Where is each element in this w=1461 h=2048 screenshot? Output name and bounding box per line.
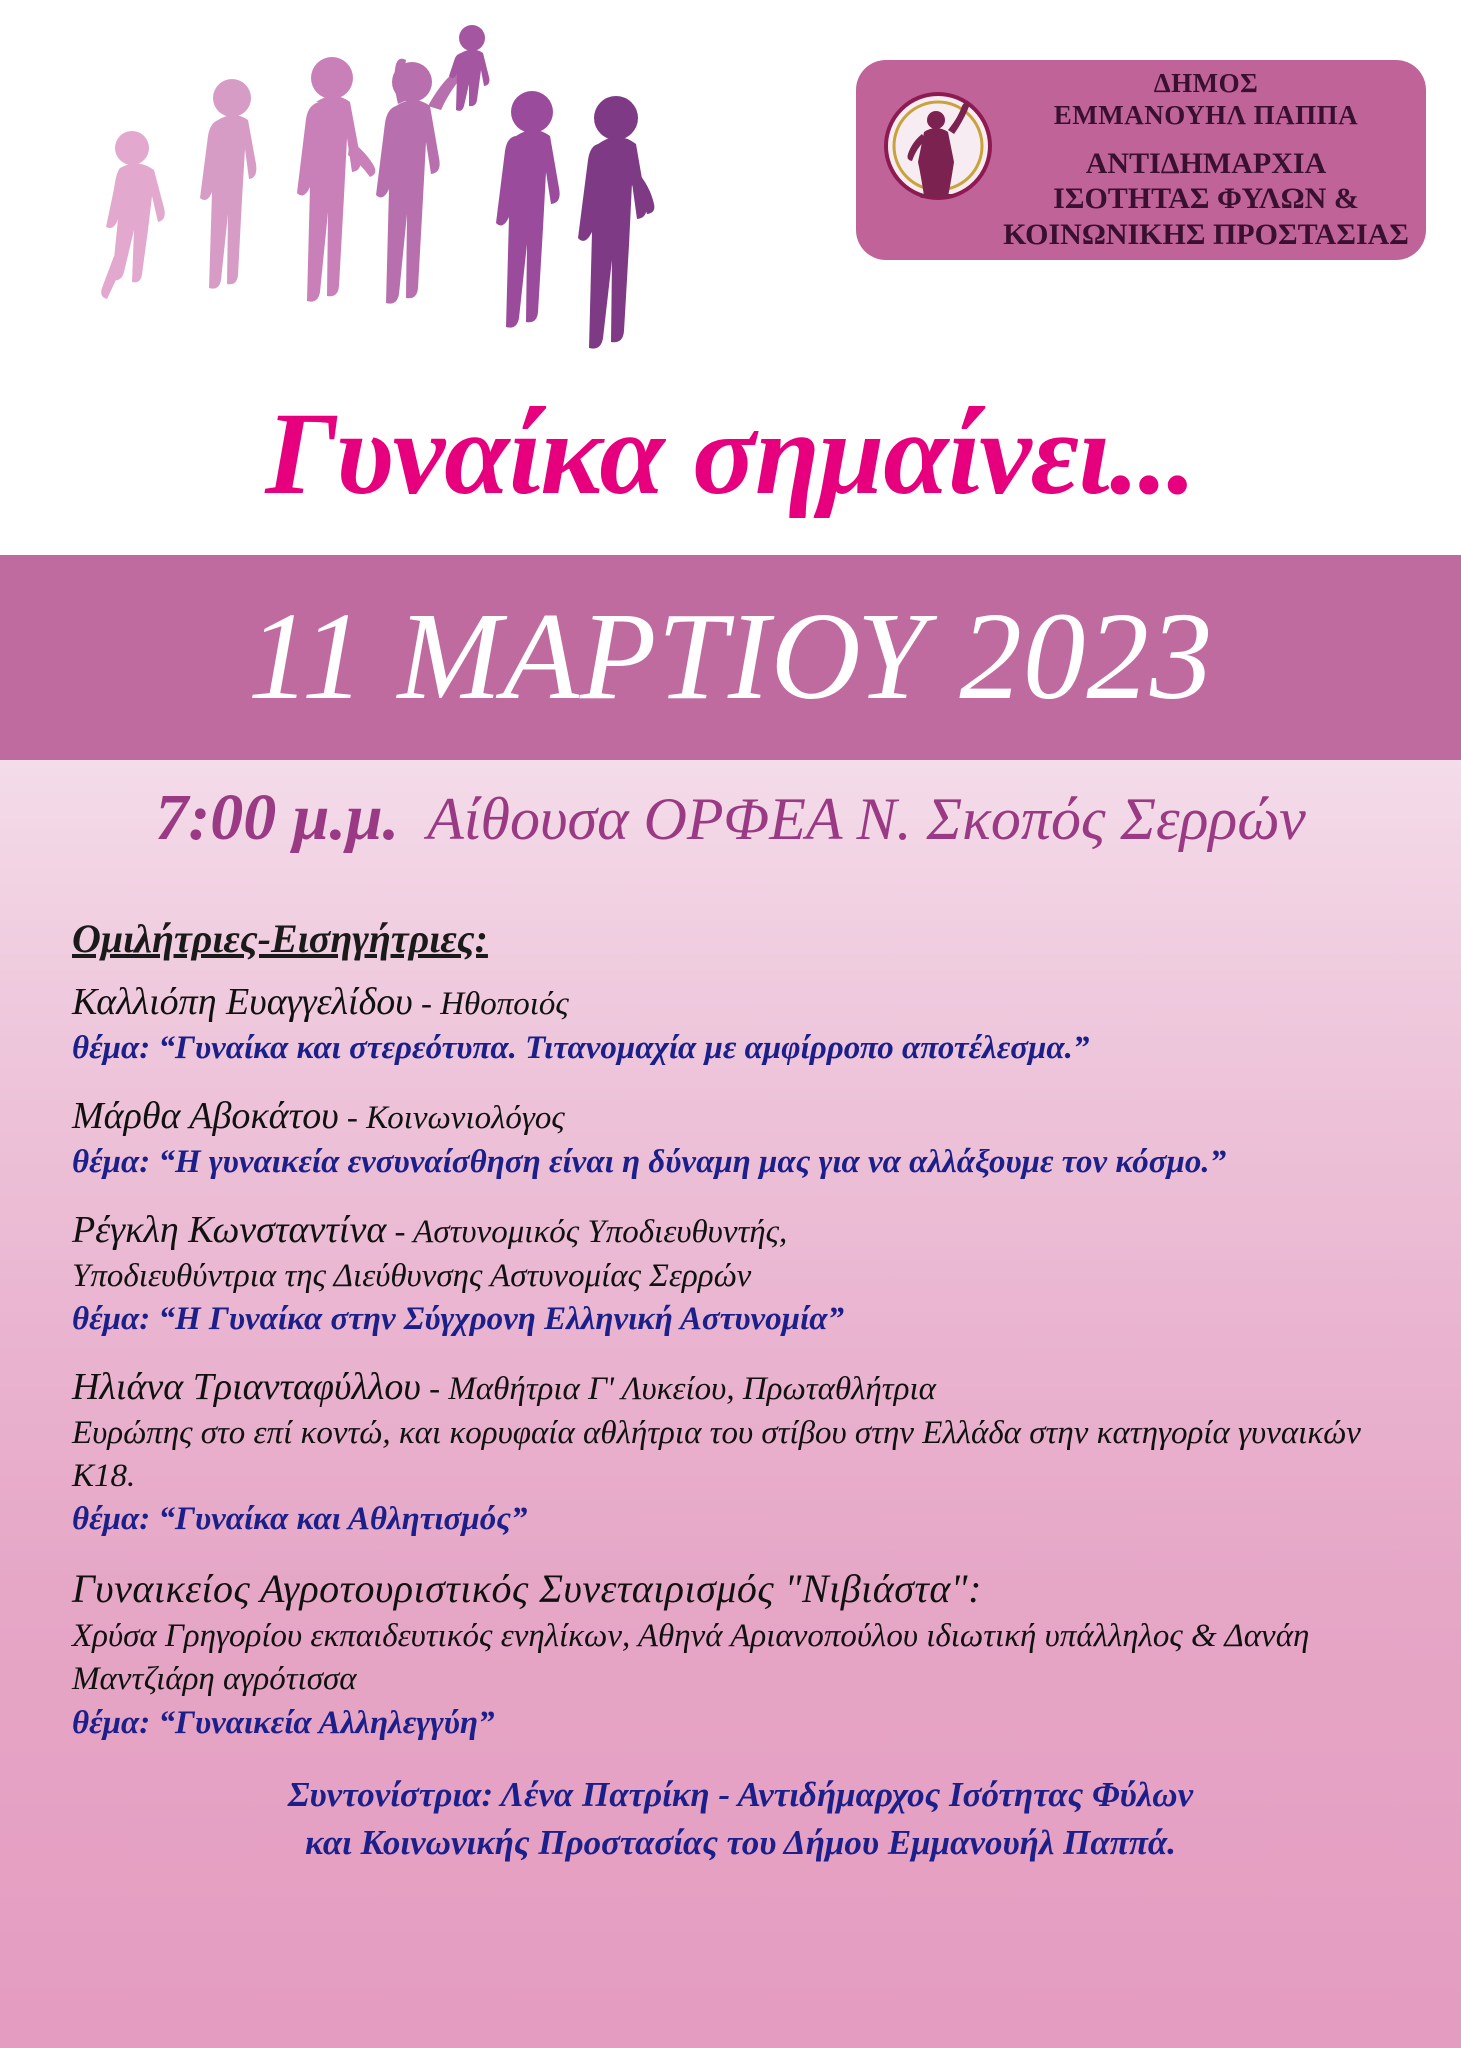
cooperative-entry — [72, 1563, 1409, 1745]
title-row — [0, 380, 1461, 560]
speaker-role: - Μαθήτρια Γ' Λυκείου, Πρωταθλήτρια — [420, 1371, 936, 1408]
department-line-2: ΙΣΟΤΗΤΑΣ ΦΥΛΩΝ & — [1053, 182, 1359, 216]
event-time: 7:00 μ.μ. — [155, 781, 400, 854]
speaker-entry — [72, 1092, 1409, 1184]
speaker-name: Ηλιάνα Τριανταφύλλου — [72, 1366, 421, 1409]
speaker-entry — [72, 978, 1409, 1070]
cooperative-topic: θέμα: “Γυναικεία Αλληλεγγύη” — [72, 1704, 495, 1741]
municipal-emblem-icon — [878, 86, 998, 206]
organization-line-1: ΔΗΜΟΣ — [1153, 68, 1259, 99]
department-line-3: ΚΟΙΝΩΝΙΚΗΣ ΠΡΟΣΤΑΣΙΑΣ — [1003, 217, 1409, 251]
speaker-name: Μάρθα Αβοκάτου — [72, 1095, 339, 1138]
department-line-1: ΑΝΤΙΔΗΜΑΡΧΙΑ — [1085, 146, 1327, 180]
poster-header — [0, 0, 1461, 400]
time-venue-row — [0, 780, 1461, 856]
speaker-role: - Αστυνομικός Υποδιευθυντής, — [386, 1214, 788, 1251]
event-date: 11 ΜΑΡΤΙΟΥ 2023 — [247, 588, 1214, 726]
moderator-line-1: Συντονίστρια: Λένα Πατρίκη - Αντιδήμαρχος Ισότητας Φύλων — [287, 1775, 1194, 1815]
moderator-line-2: και Κοινωνικής Προστασίας του Δήμου Εμμανουήλ Παππά. — [304, 1823, 1177, 1863]
speaker-topic: θέμα: “Η Γυναίκα στην Σύγχρονη Ελληνική Αστυνομία” — [72, 1300, 844, 1337]
women-silhouettes-illustration — [80, 20, 780, 360]
speaker-name-line — [72, 1092, 1409, 1141]
speaker-role: - Ηθοποιός — [412, 986, 569, 1022]
municipality-logo-badge — [856, 60, 1426, 260]
speaker-extra: Υποδιευθύντρια της Διεύθυνσης Αστυνομίας Σερρών — [72, 1257, 752, 1294]
speaker-role: - Κοινωνιολόγος — [338, 1100, 565, 1137]
organization-line-2: ΕΜΜΑΝΟΥΗΛ ΠΑΠΠΑ — [1053, 99, 1359, 130]
speaker-entry — [72, 1363, 1409, 1541]
speaker-topic: θέμα: “Γυναίκα και Αθλητισμός” — [72, 1500, 528, 1537]
event-venue: Αίθουσα ΟΡΦΕΑ Ν. Σκοπός Σερρών — [427, 786, 1306, 852]
speaker-name-line — [72, 1363, 1409, 1412]
speakers-heading: Ομιλήτριες-Εισηγήτριες: — [72, 916, 488, 961]
speaker-entry — [72, 1206, 1409, 1341]
speaker-extra: Ευρώπης στο επί κοντώ, και κορυφαία αθλήτρια του στίβου στην Ελλάδα στην κατηγορία γυναικών Κ18. — [72, 1415, 1361, 1494]
cooperative-members: Χρύσα Γρηγορίου εκπαιδευτικός ενηλίκων, Αθηνά Αριανοπούλου ιδιωτική υπάλληλος & Δανάη Μαντζιάρη αγρότισσα — [72, 1617, 1310, 1698]
event-date-band — [0, 555, 1461, 760]
speaker-name: Καλλιόπη Ευαγγελίδου — [72, 981, 413, 1023]
logo-text-block — [998, 68, 1414, 252]
speaker-topic: θέμα: “Η γυναικεία ενσυναίσθηση είναι η δύναμη μας για να αλλάξουμε τον κόσμο.” — [72, 1143, 1227, 1180]
speaker-name: Ρέγκλη Κωνσταντίνα — [72, 1209, 387, 1252]
moderator-block — [72, 1771, 1409, 1868]
speakers-section — [72, 915, 1409, 1868]
speaker-name-line — [72, 1206, 1409, 1255]
speaker-name-line — [72, 978, 1409, 1027]
speaker-topic: θέμα: “Γυναίκα και στερεότυπα. Τιτανομαχία με αμφίρροπο αποτέλεσμα.” — [72, 1029, 1090, 1066]
cooperative-name: Γυναικείος Αγροτουριστικός Συνεταιρισμός "Νιβιάστα": — [72, 1566, 982, 1612]
page-title: Γυναίκα σημαίνει... — [265, 388, 1196, 519]
